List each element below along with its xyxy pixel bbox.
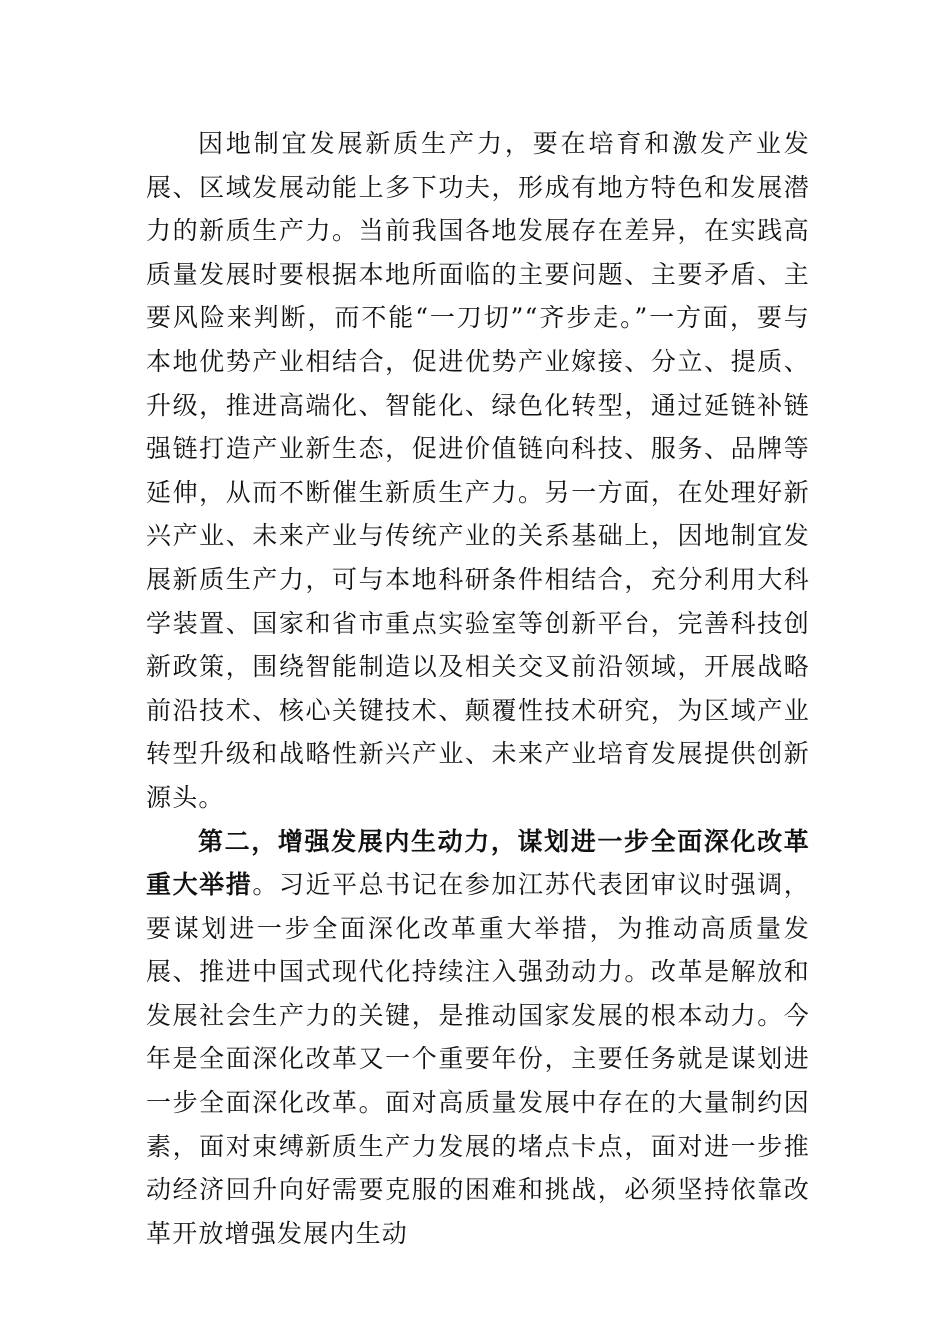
paragraph-2-body: 。习近平总书记在参加江苏代表团审议时强调，要谋划进一步全面深化改革重大举措，为推动高质量发展、推进中国式现代化持续注入强劲动力。改革是解放和发展社会生产力的关键，是推动国家发展的根本动力。今年是全面深化改革又一个重要年份，主要任务就是谋划进一步全面深化改革。面对高质量发展中存在的大量制约因素，面对束缚新质生产力发展的堵点卡点，面对进一步推动经济回升向好需要克服的困难和挑战，必须坚持依靠改革开放增强发展内生动 (146, 870, 811, 1248)
paragraph-1: 因地制宜发展新质生产力，要在培育和激发产业发展、区域发展动能上多下功夫，形成有地方特色和发展潜力的新质生产力。当前我国各地发展存在差异，在实践高质量发展时要根据本地所面临的主要问题、主要矛盾、主要风险来判断，而不能“一刀切”“齐步走。”一方面，要与本地优势产业相结合，促进优势产业嫁接、分立、提质、升级，推进高端化、智能化、绿色化转型，通过延链补链强链打造产业新生态，促进价值链向科技、服务、品牌等延伸，从而不断催生新质生产力。另一方面，在处理好新兴产业、未来产业与传统产业的关系基础上，因地制宜发展新质生产力，可与本地科研条件相结合，充分利用大科学装置、国家和省市重点实验室等创新平台，完善科技创新政策，围绕智能制造以及相关交叉前沿领域，开展战略前沿技术、核心关键技术、颠覆性技术研究，为区域产业转型升级和战略性新兴产业、未来产业培育发展提供创新源头。 (146, 129, 810, 812)
document-page (146, 122, 810, 1255)
paragraph-2 (146, 820, 810, 1256)
paragraph-2-heading: 第二，增强发展内生动力，谋划进一步全面深化改革重大举措 (146, 826, 810, 900)
